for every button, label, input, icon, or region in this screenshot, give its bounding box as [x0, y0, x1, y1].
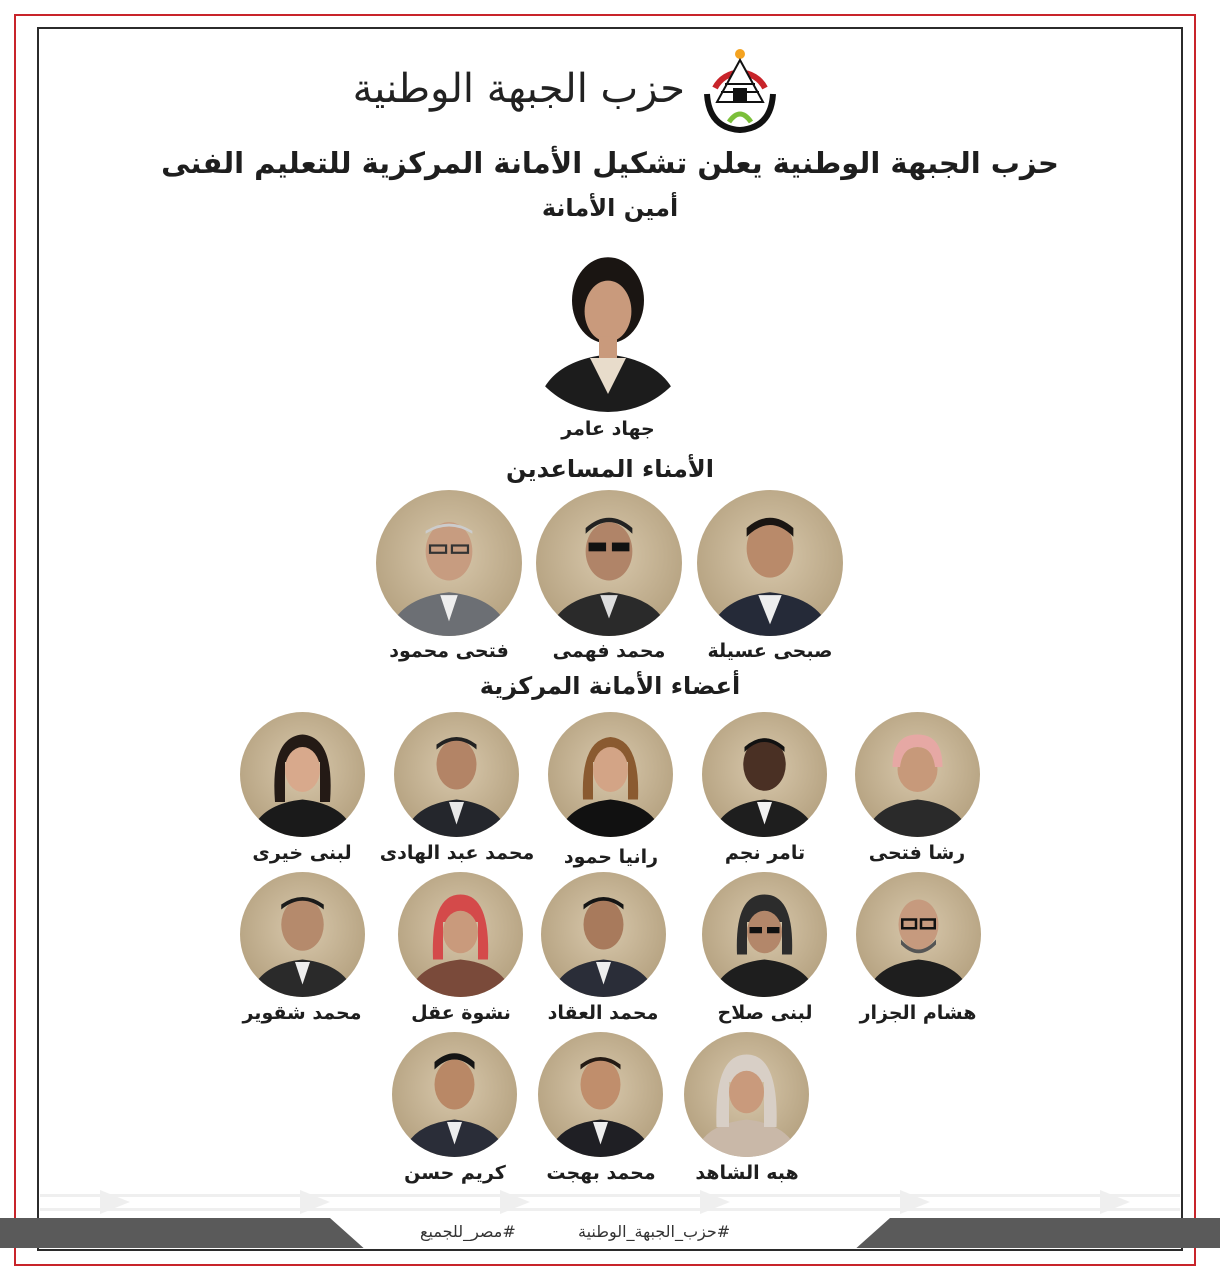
hashtag-egypt: #مصر_للجميع — [420, 1222, 516, 1241]
member-photo — [856, 872, 981, 997]
member-photo — [702, 712, 827, 837]
person-icon — [702, 712, 827, 837]
secretary-heading: أمين الأمانة — [541, 194, 679, 222]
assistant-name: فتحى محمود — [389, 640, 509, 662]
member-photo — [538, 1032, 663, 1157]
decorative-pattern-band — [40, 1186, 1180, 1218]
member-photo — [394, 712, 519, 837]
person-icon — [240, 712, 365, 837]
member-name: تامر نجم — [724, 842, 806, 864]
person-icon — [538, 1032, 663, 1157]
person-icon — [855, 712, 980, 837]
party-logo — [352, 44, 785, 136]
assistant-photo — [536, 490, 682, 636]
person-icon — [548, 712, 673, 837]
person-icon — [697, 490, 843, 636]
member-name: محمد عبد الهادى — [379, 842, 535, 864]
party-name-wordmark: حزب الجبهة الوطنية — [352, 66, 685, 112]
party-emblem-icon — [695, 44, 785, 136]
assistant-photo — [697, 490, 843, 636]
member-photo — [541, 872, 666, 997]
person-icon — [856, 872, 981, 997]
member-photo — [240, 712, 365, 837]
person-icon — [702, 872, 827, 997]
member-photo — [392, 1032, 517, 1157]
member-name: لبنى خيرى — [252, 842, 352, 864]
member-name: نشوة عقل — [411, 1002, 511, 1024]
assistant-name: صبحى عسيلة — [707, 640, 833, 662]
secretary-photo — [518, 232, 698, 412]
person-icon — [684, 1032, 809, 1157]
member-photo — [398, 872, 523, 997]
assistants-heading: الأمناء المساعدين — [505, 455, 715, 483]
member-photo — [240, 872, 365, 997]
person-icon — [394, 712, 519, 837]
assistant-photo — [376, 490, 522, 636]
member-name: لبنى صلاح — [717, 1002, 813, 1024]
person-icon — [398, 872, 523, 997]
member-name: كريم حسن — [404, 1162, 506, 1184]
person-icon — [240, 872, 365, 997]
member-name: محمد العقاد — [547, 1002, 659, 1024]
member-photo — [855, 712, 980, 837]
assistant-name: محمد فهمى — [552, 640, 666, 662]
person-icon — [376, 490, 522, 636]
member-photo — [684, 1032, 809, 1157]
member-photo — [702, 872, 827, 997]
members-heading: أعضاء الأمانة المركزية — [479, 672, 741, 700]
person-icon — [536, 490, 682, 636]
member-name: محمد شقوير — [242, 1002, 362, 1024]
person-icon — [518, 232, 698, 412]
page-title: حزب الجبهة الوطنية يعلن تشكيل الأمانة المركزية للتعليم الفنى — [161, 146, 1059, 180]
member-name: رشا فتحى — [868, 842, 966, 864]
member-name: رانيا حمود — [563, 846, 659, 868]
hashtag-party: #حزب_الجبهة_الوطنية — [578, 1222, 731, 1241]
member-name: هشام الجزار — [859, 1002, 977, 1024]
member-name: هبه الشاهد — [695, 1162, 799, 1184]
person-icon — [392, 1032, 517, 1157]
member-photo — [548, 712, 673, 837]
secretary-name: جهاد عامر — [561, 418, 655, 440]
person-icon — [541, 872, 666, 997]
member-name: محمد بهجت — [546, 1162, 656, 1184]
